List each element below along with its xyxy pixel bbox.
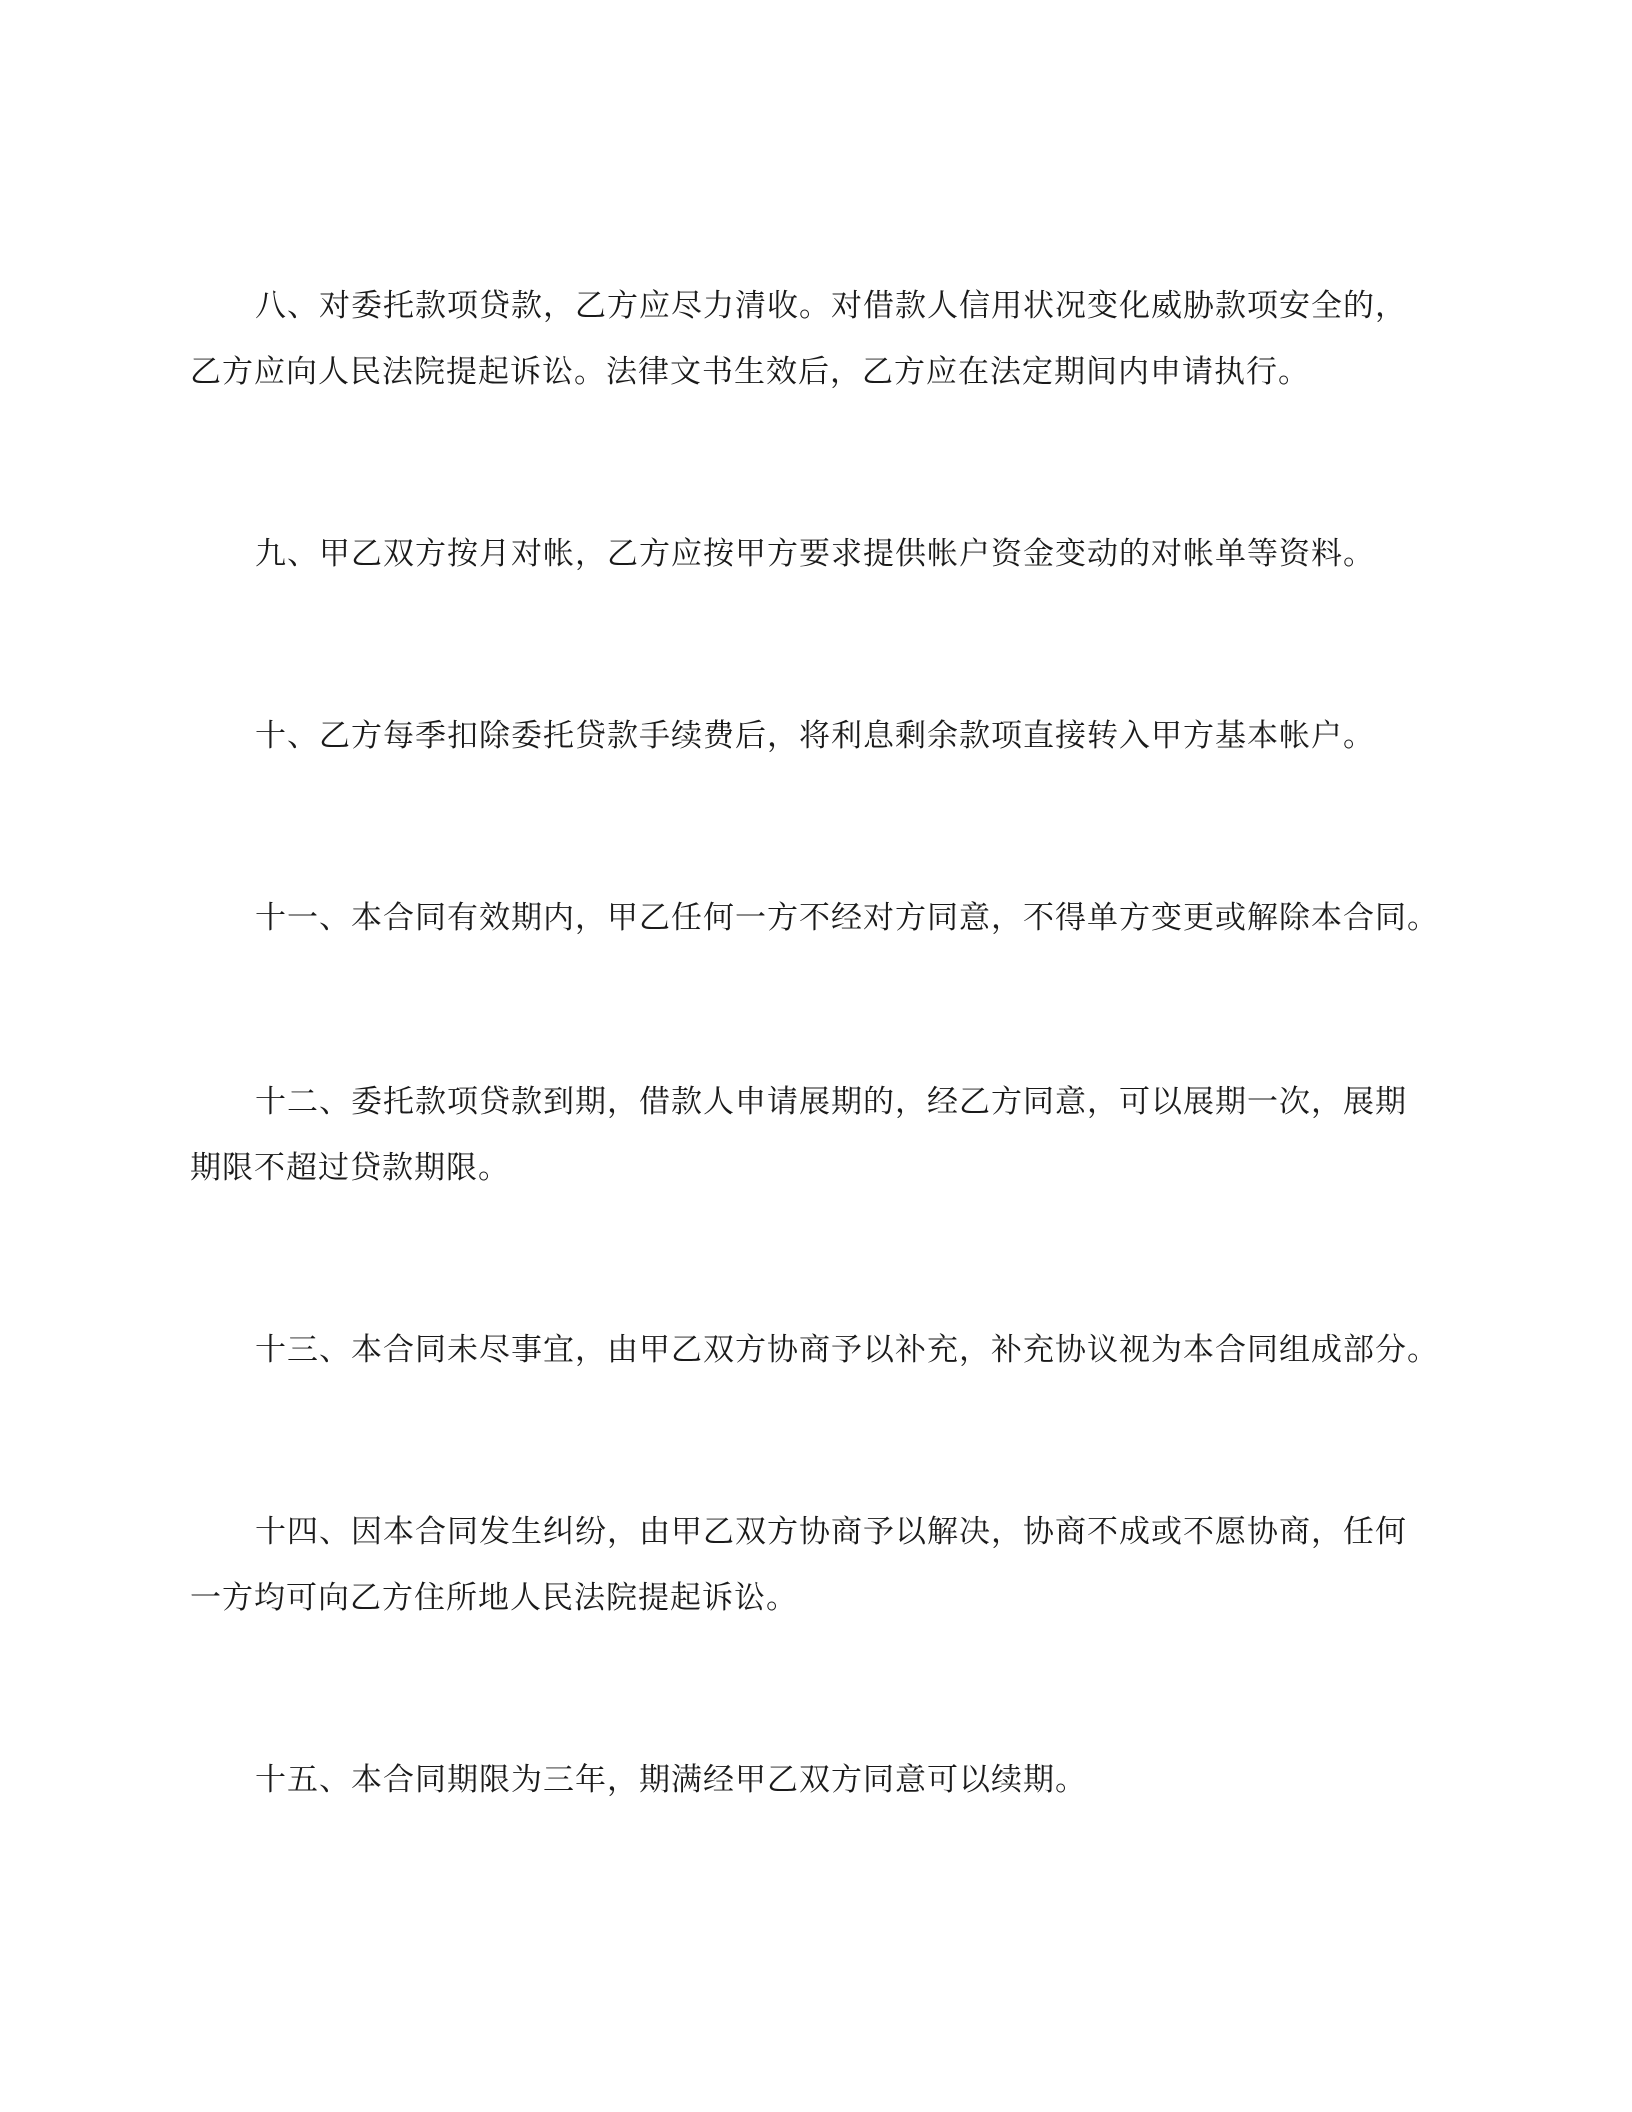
clause-line: 十、乙方每季扣除委托贷款手续费后，将利息剩余款项直接转入甲方基本帐户。 (255, 718, 1375, 754)
clause-14 (190, 1499, 1440, 1631)
clause-line: 九、甲乙双方按月对帐，乙方应按甲方要求提供帐户资金变动的对帐单等资料。 (255, 536, 1375, 572)
clause-8 (190, 273, 1440, 405)
clause-line: 八、对委托款项贷款，乙方应尽力清收。对借款人信用状况变化威胁款项安全的， (255, 288, 1407, 324)
clause-line: 十三、本合同未尽事宜，由甲乙双方协商予以补充，补充协议视为本合同组成部分。 (255, 1332, 1439, 1368)
clause-line: 期限不超过贷款期限。 (190, 1150, 510, 1186)
clause-12 (190, 1069, 1440, 1201)
clause-13 (190, 1317, 1440, 1383)
clause-line: 乙方应向人民法院提起诉讼。法律文书生效后，乙方应在法定期间内申请执行。 (190, 354, 1310, 390)
clause-9 (190, 521, 1440, 587)
clause-11 (190, 885, 1440, 951)
clause-line: 一方均可向乙方住所地人民法院提起诉讼。 (190, 1580, 798, 1616)
clause-10 (190, 703, 1440, 769)
clause-line: 十四、因本合同发生纠纷，由甲乙双方协商予以解决，协商不成或不愿协商，任何 (255, 1514, 1407, 1550)
clause-line: 十五、本合同期限为三年，期满经甲乙双方同意可以续期。 (255, 1762, 1087, 1798)
clause-line: 十一、本合同有效期内，甲乙任何一方不经对方同意，不得单方变更或解除本合同。 (255, 900, 1439, 936)
clause-line: 十二、委托款项贷款到期，借款人申请展期的，经乙方同意，可以展期一次，展期 (255, 1084, 1407, 1120)
clause-15 (190, 1747, 1440, 1813)
